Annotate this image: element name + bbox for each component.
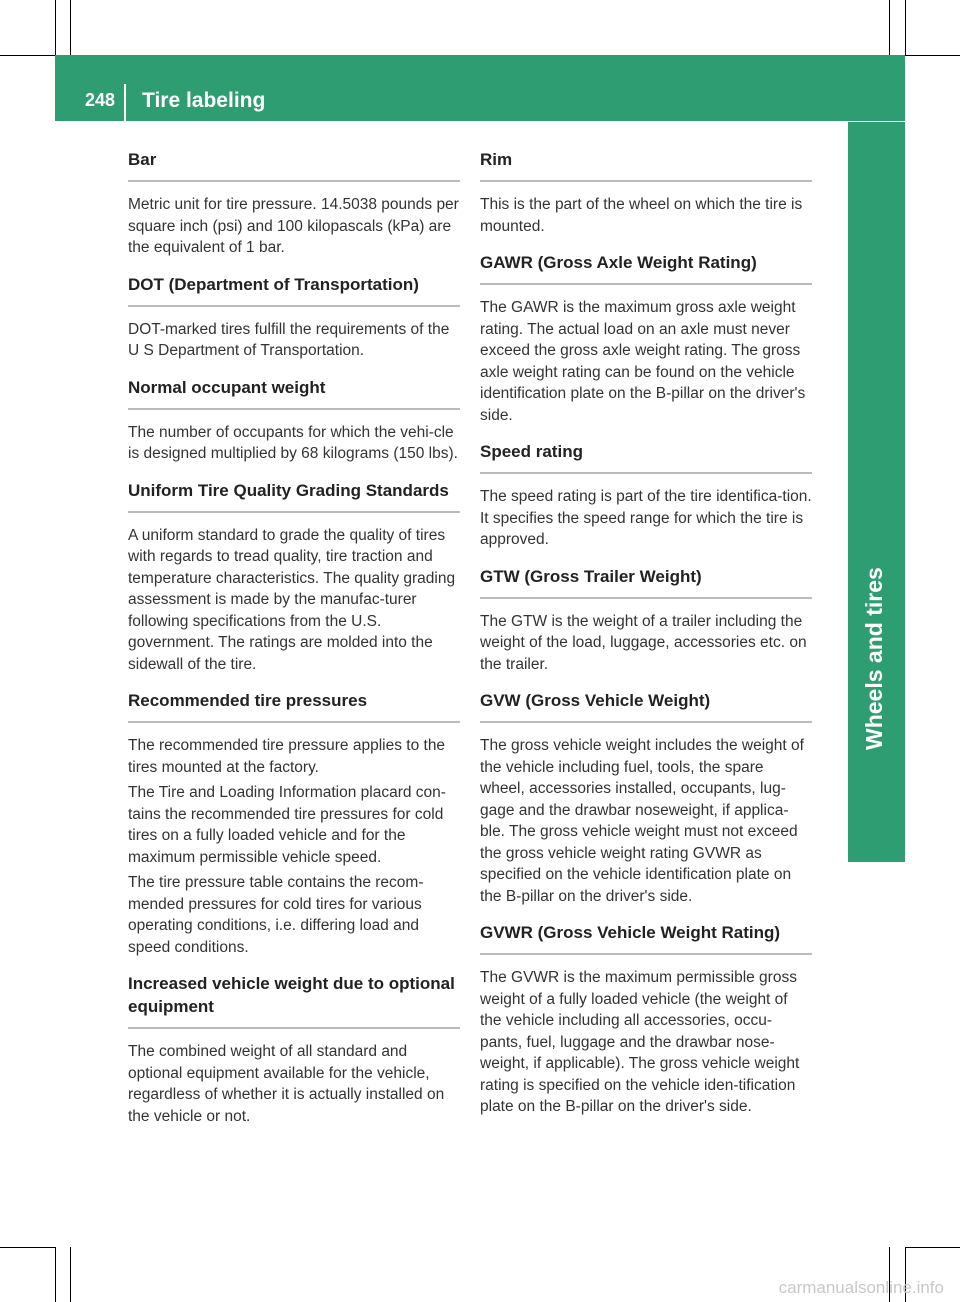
crop-mark [0,55,55,56]
watermark: carmanualsonline.info [778,1278,944,1297]
glossary-term: Normal occupant weight [128,376,460,410]
glossary-term: GAWR (Gross Axle Weight Rating) [480,251,812,285]
glossary-definition: A uniform standard to grade the quality of tires with regards to tread quality, tire traction and temperature characteristics. The quality grading assessment is made by the manufac-turer following specifications from the U.S. government. The ratings are molded into the sidewall of the tire. [128,526,456,673]
glossary-entry [480,689,812,907]
header-divider [124,84,126,121]
glossary-entry [480,251,812,426]
section-title: Tire labeling [142,89,266,112]
glossary-definition: The GAWR is the maximum gross axle weight rating. The actual load on an axle must never exceed the gross axle weight rating. The gross axle weight rating can be found on the vehicle identification plate on the B-pillar on the driver's side. [480,299,806,424]
glossary-term: Rim [480,148,812,182]
glossary-entry [480,148,812,237]
crop-mark [889,0,890,55]
glossary-definition: The combined weight of all standard and optional equipment available for the vehicle, regardless of whether it is actually installed on the vehicle or not. [128,1043,445,1125]
crop-mark [70,0,71,55]
glossary-entry [128,273,460,362]
glossary-entry [480,440,812,551]
glossary-entry [128,479,460,676]
glossary-term: GTW (Gross Trailer Weight) [480,565,812,599]
left-column [128,148,460,1141]
glossary-definition: The tire pressure table contains the recom-mended pressures for cold tires for various operating conditions, i.e. differing load and speed conditions. [128,874,424,956]
page-number: 248 [85,90,116,110]
crop-mark [905,55,960,56]
glossary-entry [480,921,812,1118]
glossary-term: GVWR (Gross Vehicle Weight Rating) [480,921,812,955]
glossary-definition: DOT-marked tires fulfill the requirements of the U S Department of Transportation. [128,320,450,359]
side-tab-label: Wheels and tires [861,567,887,750]
glossary-entry [128,689,460,958]
crop-mark [0,1247,55,1248]
crop-mark [905,0,906,55]
glossary-term: Uniform Tire Quality Grading Standards [128,479,460,513]
crop-mark [55,0,56,55]
glossary-definition: Metric unit for tire pressure. 14.5038 pounds per square inch (psi) and 100 kilopascals (kPa) are the equivalent of 1 bar. [128,196,459,256]
crop-mark [55,1247,56,1302]
glossary-entry [128,148,460,259]
glossary-definition: The speed rating is part of the tire identifica-tion. It specifies the speed range for which the tire is approved. [480,488,812,548]
glossary-entry [480,565,812,676]
glossary-entry [128,376,460,465]
glossary-term: Recommended tire pressures [128,689,460,723]
glossary-entry [128,972,460,1127]
glossary-definition: The GVWR is the maximum permissible gross weight of a fully loaded vehicle (the weight of the vehicle including all accessories, occu-pants, fuel, luggage and the drawbar nose-weight, if applicable). The gross vehicle weight rating is specified on the vehicle iden-tification plate on the B-pillar on the driver's side. [480,969,800,1115]
right-column [480,148,812,1132]
crop-mark [70,1247,71,1302]
glossary-term: GVW (Gross Vehicle Weight) [480,689,812,723]
glossary-definition: The gross vehicle weight includes the weight of the vehicle including fuel, tools, the spare wheel, accessories installed, occupants, lug-gage and the drawbar noseweight, if applica-ble. The gross vehicle weight must not exceed the gross vehicle weight rating GVWR as specified on the vehicle identification plate on the B-pillar on the driver's side. [480,737,804,905]
glossary-definition: The Tire and Loading Information placard con-tains the recommended tire pressures for cold tires on a fully loaded vehicle and for the maximum permissible vehicle speed. [128,784,446,866]
glossary-term: Bar [128,148,460,182]
glossary-term: Increased vehicle weight due to optional equipment [128,972,460,1029]
glossary-term: Speed rating [480,440,812,474]
crop-mark [905,1247,960,1248]
glossary-definition: The number of occupants for which the vehi-cle is designed multiplied by 68 kilograms (150 lbs). [128,423,458,462]
glossary-term: DOT (Department of Transportation) [128,273,460,307]
glossary-definition: The GTW is the weight of a trailer including the weight of the load, luggage, accessories etc. on the trailer. [480,612,807,673]
glossary-definition: This is the part of the wheel on which the tire is mounted. [480,196,803,235]
glossary-definition: The recommended tire pressure applies to the tires mounted at the factory. [128,737,446,776]
